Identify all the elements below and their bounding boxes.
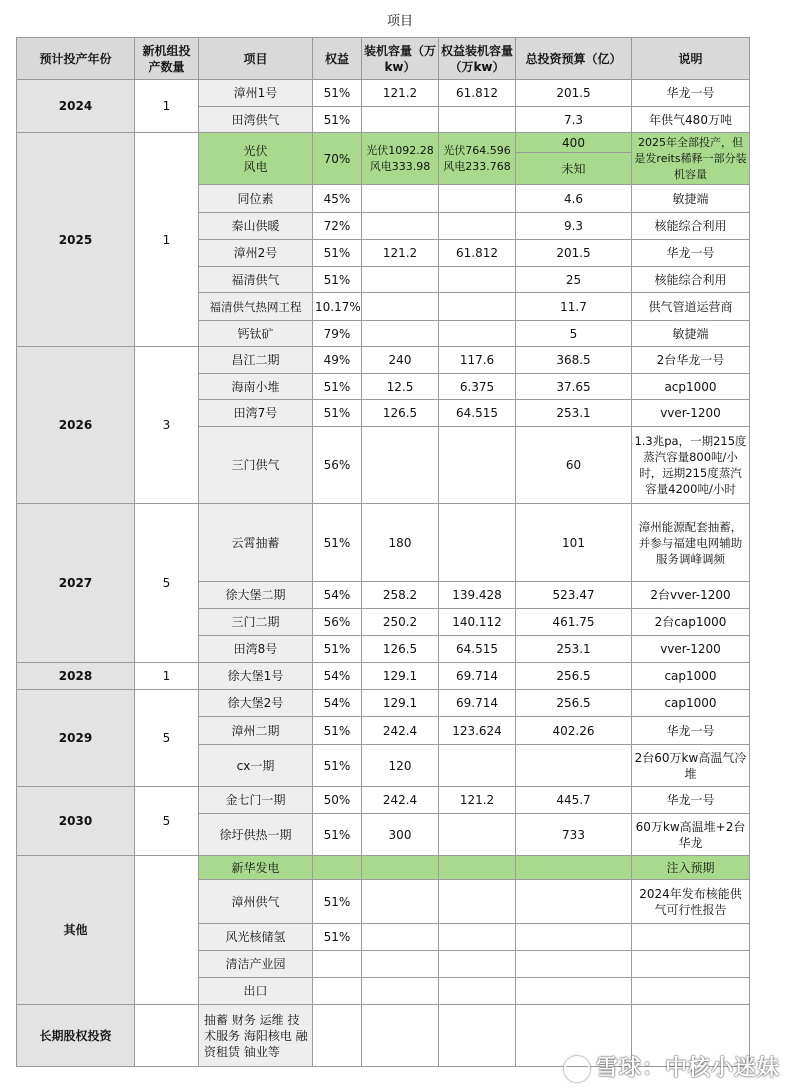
- equity-cell: 51%: [313, 240, 362, 267]
- investment-cell: 201.5: [516, 240, 632, 267]
- project-cell: 徐圩供热一期: [199, 814, 313, 856]
- project-cell: 清洁产业园: [199, 951, 313, 978]
- capacity-cell: [362, 978, 439, 1005]
- equity-cell: 51%: [313, 80, 362, 107]
- table-row: [17, 504, 750, 582]
- equity-cell: 51%: [313, 814, 362, 856]
- project-cell: 漳州1号: [199, 80, 313, 107]
- table-row: [17, 690, 750, 717]
- equity-cell: 51%: [313, 267, 362, 293]
- note-cell: 60万kw高温堆+2台华龙: [632, 814, 750, 856]
- note-cell: 核能综合利用: [632, 267, 750, 293]
- investment-cell: 5: [516, 321, 632, 347]
- count-cell: 5: [135, 787, 199, 856]
- year-cell: 2027: [17, 504, 135, 663]
- equity-capacity-cell: 光伏764.596 风电233.768: [439, 133, 516, 185]
- investment-cell: 25: [516, 267, 632, 293]
- capacity-cell: [362, 321, 439, 347]
- note-cell: [632, 951, 750, 978]
- investment-cell: 445.7: [516, 787, 632, 814]
- capacity-cell: [362, 213, 439, 240]
- equity-capacity-cell: 61.812: [439, 240, 516, 267]
- project-cell: 抽蓄 财务 运维 技术服务 海阳核电 融资租赁 铀业等: [199, 1005, 313, 1067]
- investment-cell: 733: [516, 814, 632, 856]
- capacity-cell: 12.5: [362, 374, 439, 400]
- equity-capacity-cell: 69.714: [439, 663, 516, 690]
- capacity-cell: 126.5: [362, 400, 439, 427]
- equity-capacity-cell: 61.812: [439, 80, 516, 107]
- note-cell: 注入预期: [632, 856, 750, 880]
- equity-cell: 54%: [313, 690, 362, 717]
- category-cell: 其他: [17, 856, 135, 1005]
- equity-cell: 50%: [313, 787, 362, 814]
- investment-cell: 253.1: [516, 636, 632, 663]
- equity-cell: 51%: [313, 924, 362, 951]
- project-cell: 昌江二期: [199, 347, 313, 374]
- equity-cell: 51%: [313, 880, 362, 924]
- investment-cell: 9.3: [516, 213, 632, 240]
- equity-capacity-cell: 121.2: [439, 787, 516, 814]
- project-cell: 钙钛矿: [199, 321, 313, 347]
- equity-capacity-cell: [439, 267, 516, 293]
- equity-capacity-cell: 123.624: [439, 717, 516, 745]
- note-cell: 漳州能源配套抽蓄，并参与福建电网辅助服务调峰调频: [632, 504, 750, 582]
- project-cell: 云霄抽蓄: [199, 504, 313, 582]
- capacity-cell: 120: [362, 745, 439, 787]
- project-cell: 田湾供气: [199, 107, 313, 133]
- year-cell: 2028: [17, 663, 135, 690]
- capacity-cell: 258.2: [362, 582, 439, 609]
- equity-cell: 51%: [313, 400, 362, 427]
- note-cell: vver-1200: [632, 636, 750, 663]
- equity-cell: [313, 856, 362, 880]
- equity-cell: 79%: [313, 321, 362, 347]
- equity-cell: 51%: [313, 745, 362, 787]
- project-cell: 出口: [199, 978, 313, 1005]
- investment-cell: [516, 951, 632, 978]
- note-cell: [632, 978, 750, 1005]
- equity-capacity-cell: [439, 293, 516, 321]
- capacity-cell: [362, 267, 439, 293]
- project-table: [16, 37, 750, 1067]
- equity-cell: 54%: [313, 663, 362, 690]
- year-cell: 2025: [17, 133, 135, 347]
- capacity-cell: [362, 185, 439, 213]
- note-cell: [632, 924, 750, 951]
- equity-cell: 51%: [313, 636, 362, 663]
- project-cell: cx一期: [199, 745, 313, 787]
- equity-cell: 10.17%: [313, 293, 362, 321]
- year-cell: 2024: [17, 80, 135, 133]
- count-cell: 5: [135, 690, 199, 787]
- project-cell: 徐大堡2号: [199, 690, 313, 717]
- investment-cell: [516, 880, 632, 924]
- note-cell: cap1000: [632, 690, 750, 717]
- project-cell: 徐大堡1号: [199, 663, 313, 690]
- count-cell: 5: [135, 504, 199, 663]
- investment-cell: 101: [516, 504, 632, 582]
- equity-capacity-cell: 117.6: [439, 347, 516, 374]
- count-cell: 1: [135, 133, 199, 347]
- note-cell: acp1000: [632, 374, 750, 400]
- count-cell: [135, 856, 199, 1005]
- capacity-cell: 121.2: [362, 80, 439, 107]
- note-cell: 华龙一号: [632, 787, 750, 814]
- capacity-cell: 光伏1092.28 风电333.98: [362, 133, 439, 185]
- project-cell: 同位素: [199, 185, 313, 213]
- project-cell: 三门二期: [199, 609, 313, 636]
- investment-cell: [516, 745, 632, 787]
- equity-cell: 70%: [313, 133, 362, 185]
- capacity-cell: [362, 880, 439, 924]
- investment-cell: [516, 856, 632, 880]
- equity-cell: [313, 1005, 362, 1067]
- table-row: [17, 787, 750, 814]
- investment-cell: [516, 978, 632, 1005]
- equity-capacity-cell: [439, 951, 516, 978]
- equity-capacity-cell: [439, 814, 516, 856]
- category-cell: 长期股权投资: [17, 1005, 135, 1067]
- project-cell: 田湾8号: [199, 636, 313, 663]
- note-cell: cap1000: [632, 663, 750, 690]
- project-cell: 风光核储氢: [199, 924, 313, 951]
- year-cell: 2026: [17, 347, 135, 504]
- project-cell: 漳州2号: [199, 240, 313, 267]
- header-count: 新机组投产数量: [135, 38, 199, 80]
- project-cell: 福清供气: [199, 267, 313, 293]
- header-equity: 权益: [313, 38, 362, 80]
- table-row: [17, 856, 750, 880]
- investment-cell: [516, 924, 632, 951]
- investment-cell: 256.5: [516, 690, 632, 717]
- project-cell: 漳州二期: [199, 717, 313, 745]
- capacity-cell: 129.1: [362, 663, 439, 690]
- capacity-cell: 129.1: [362, 690, 439, 717]
- investment-cell: 未知: [516, 153, 632, 185]
- equity-capacity-cell: [439, 978, 516, 1005]
- capacity-cell: 250.2: [362, 609, 439, 636]
- investment-cell: 253.1: [516, 400, 632, 427]
- project-cell: 福清供气热网工程: [199, 293, 313, 321]
- project-cell: 田湾7号: [199, 400, 313, 427]
- year-cell: 2029: [17, 690, 135, 787]
- project-cell: 秦山供暖: [199, 213, 313, 240]
- capacity-cell: 242.4: [362, 717, 439, 745]
- table-row: [17, 80, 750, 107]
- note-cell: 2024年发布核能供气可行性报告: [632, 880, 750, 924]
- header-row: [17, 38, 750, 80]
- equity-cell: [313, 951, 362, 978]
- equity-cell: 56%: [313, 427, 362, 504]
- equity-cell: 51%: [313, 717, 362, 745]
- equity-cell: 72%: [313, 213, 362, 240]
- watermark-text: 雪球：中核小迷妹: [595, 1056, 780, 1081]
- equity-capacity-cell: [439, 213, 516, 240]
- note-cell: 敏捷端: [632, 321, 750, 347]
- project-cell: 海南小堆: [199, 374, 313, 400]
- table-row: [17, 133, 750, 153]
- project-cell: 三门供气: [199, 427, 313, 504]
- count-cell: 1: [135, 80, 199, 133]
- note-cell: 华龙一号: [632, 80, 750, 107]
- capacity-cell: 300: [362, 814, 439, 856]
- note-cell: 华龙一号: [632, 240, 750, 267]
- capacity-cell: [362, 1005, 439, 1067]
- note-cell: 敏捷端: [632, 185, 750, 213]
- table-row: [17, 663, 750, 690]
- header-project: 项目: [199, 38, 313, 80]
- equity-cell: 45%: [313, 185, 362, 213]
- equity-cell: [313, 978, 362, 1005]
- count-cell: 3: [135, 347, 199, 504]
- note-cell: 2台华龙一号: [632, 347, 750, 374]
- equity-capacity-cell: [439, 856, 516, 880]
- equity-capacity-cell: 140.112: [439, 609, 516, 636]
- header-equity-capacity: 权益装机容量（万kw）: [439, 38, 516, 80]
- capacity-cell: [362, 427, 439, 504]
- count-cell: [135, 1005, 199, 1067]
- equity-capacity-cell: [439, 745, 516, 787]
- equity-capacity-cell: 64.515: [439, 636, 516, 663]
- equity-capacity-cell: 6.375: [439, 374, 516, 400]
- equity-capacity-cell: [439, 107, 516, 133]
- equity-capacity-cell: 69.714: [439, 690, 516, 717]
- header-investment: 总投资预算（亿）: [516, 38, 632, 80]
- project-cell: 徐大堡二期: [199, 582, 313, 609]
- note-cell: 1.3兆pa，一期215度蒸汽容量800吨/小时，远期215度蒸汽容量4200吨/小时: [632, 427, 750, 504]
- capacity-cell: [362, 951, 439, 978]
- capacity-cell: 242.4: [362, 787, 439, 814]
- note-cell: 核能综合利用: [632, 213, 750, 240]
- equity-capacity-cell: [439, 427, 516, 504]
- equity-capacity-cell: [439, 1005, 516, 1067]
- investment-cell: 60: [516, 427, 632, 504]
- capacity-cell: 126.5: [362, 636, 439, 663]
- investment-cell: 368.5: [516, 347, 632, 374]
- page-title: 项目: [386, 14, 413, 29]
- investment-cell: 4.6: [516, 185, 632, 213]
- investment-cell: 402.26: [516, 717, 632, 745]
- equity-cell: 54%: [313, 582, 362, 609]
- capacity-cell: [362, 856, 439, 880]
- note-cell: 2台cap1000: [632, 609, 750, 636]
- project-cell: 光伏 风电: [199, 133, 313, 185]
- note-cell: 2025年全部投产，但是发reits稀释一部分装机容量: [632, 133, 750, 185]
- note-cell: 供气管道运营商: [632, 293, 750, 321]
- investment-cell: 461.75: [516, 609, 632, 636]
- header-capacity: 装机容量（万kw）: [362, 38, 439, 80]
- header-year: 预计投产年份: [17, 38, 135, 80]
- note-cell: 年供气480万吨: [632, 107, 750, 133]
- equity-cell: 51%: [313, 374, 362, 400]
- equity-capacity-cell: [439, 504, 516, 582]
- investment-cell: 11.7: [516, 293, 632, 321]
- equity-cell: 49%: [313, 347, 362, 374]
- investment-cell: 7.3: [516, 107, 632, 133]
- equity-cell: 56%: [313, 609, 362, 636]
- investment-cell: 256.5: [516, 663, 632, 690]
- investment-cell: 400: [516, 133, 632, 153]
- project-cell: 漳州供气: [199, 880, 313, 924]
- snowball-logo-icon: [564, 1056, 590, 1082]
- capacity-cell: 121.2: [362, 240, 439, 267]
- equity-capacity-cell: [439, 924, 516, 951]
- capacity-cell: [362, 107, 439, 133]
- equity-cell: 51%: [313, 107, 362, 133]
- investment-cell: 37.65: [516, 374, 632, 400]
- count-cell: 1: [135, 663, 199, 690]
- note-cell: 2台vver-1200: [632, 582, 750, 609]
- equity-capacity-cell: [439, 880, 516, 924]
- investment-cell: 201.5: [516, 80, 632, 107]
- equity-capacity-cell: 64.515: [439, 400, 516, 427]
- note-cell: vver-1200: [632, 400, 750, 427]
- header-note: 说明: [632, 38, 750, 80]
- note-cell: 华龙一号: [632, 717, 750, 745]
- equity-capacity-cell: 139.428: [439, 582, 516, 609]
- equity-capacity-cell: [439, 321, 516, 347]
- project-cell: 新华发电: [199, 856, 313, 880]
- capacity-cell: [362, 924, 439, 951]
- investment-cell: 523.47: [516, 582, 632, 609]
- capacity-cell: [362, 293, 439, 321]
- project-cell: 金七门一期: [199, 787, 313, 814]
- watermark: [564, 1051, 780, 1082]
- note-cell: 2台60万kw高温气冷堆: [632, 745, 750, 787]
- table-row: [17, 347, 750, 374]
- year-cell: 2030: [17, 787, 135, 856]
- equity-capacity-cell: [439, 185, 516, 213]
- equity-cell: 51%: [313, 504, 362, 582]
- capacity-cell: 180: [362, 504, 439, 582]
- capacity-cell: 240: [362, 347, 439, 374]
